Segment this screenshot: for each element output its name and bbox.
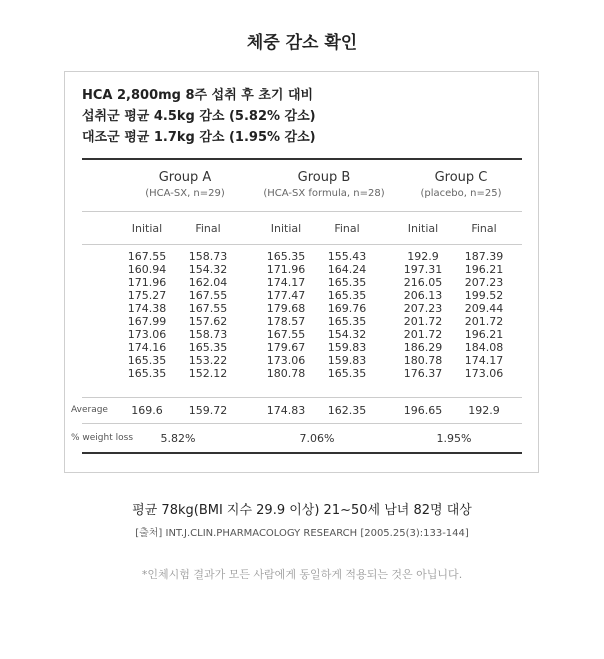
page-title: 체중 감소 확인 (246, 33, 358, 53)
group-desc: (HCA-SX, n=29) (145, 188, 225, 199)
table-cell: 209.44 (464, 302, 504, 315)
table-cell: 175.27 (127, 289, 167, 302)
group-b-header (256, 169, 392, 201)
table-cell: 160.94 (127, 263, 167, 276)
table-cell: 178.57 (266, 315, 306, 328)
summary-line: HCA 2,800mg 8주 섭취 후 초기 대비 (82, 88, 314, 103)
group-desc: (HCA-SX formula, n=28) (263, 188, 385, 199)
weight-loss-label: % weight loss (71, 433, 134, 443)
column-header: Final (471, 222, 497, 235)
table-cell: 152.12 (188, 367, 228, 380)
table-cell: 187.39 (464, 250, 504, 263)
average-value: 174.83 (266, 404, 306, 417)
table-cell: 174.16 (127, 341, 167, 354)
column-header: Final (334, 222, 360, 235)
disclaimer: *인체시험 결과가 모든 사람에게 동일하게 적용되는 것은 아닙니다. (141, 568, 463, 581)
table-cell: 201.72 (464, 315, 504, 328)
table-cell: 196.21 (464, 263, 504, 276)
table-cell: 206.13 (403, 289, 443, 302)
table-cell: 165.35 (188, 341, 228, 354)
table-cell: 179.68 (266, 302, 306, 315)
weight-loss-value: 7.06% (299, 432, 335, 445)
table-cell: 173.06 (266, 354, 306, 367)
table-cell: 154.32 (188, 263, 228, 276)
table-cell: 199.52 (464, 289, 504, 302)
table-cell: 158.73 (188, 250, 228, 263)
column-header: Initial (407, 222, 439, 235)
table-cell: 154.32 (327, 328, 367, 341)
table-cell: 186.29 (403, 341, 443, 354)
results-card (64, 71, 539, 473)
average-value: 196.65 (403, 404, 443, 417)
table-cell: 192.9 (407, 250, 439, 263)
table-cell: 173.06 (464, 367, 504, 380)
table-cell: 165.35 (327, 289, 367, 302)
table-cell: 167.55 (127, 250, 167, 263)
table-cell: 169.76 (327, 302, 367, 315)
column-header: Final (195, 222, 221, 235)
summary-line: 대조군 평균 1.7kg 감소 (1.95% 감소) (82, 130, 316, 145)
column-header: Initial (270, 222, 302, 235)
table-cell: 165.35 (127, 354, 167, 367)
summary (82, 85, 316, 148)
table-cell: 165.35 (327, 367, 367, 380)
average-label: Average (71, 405, 108, 415)
table-cell: 173.06 (127, 328, 167, 341)
table-bottom-rule (82, 452, 522, 454)
group-name: Group A (158, 170, 212, 185)
table-cell: 165.35 (327, 315, 367, 328)
table-cell: 167.99 (127, 315, 167, 328)
group-desc: (placebo, n=25) (420, 188, 502, 199)
table-cell: 201.72 (403, 328, 443, 341)
average-value: 169.6 (131, 404, 163, 417)
table-cell: 207.23 (464, 276, 504, 289)
table-cell: 153.22 (188, 354, 228, 367)
average-rule (82, 423, 522, 424)
table-cell: 197.31 (403, 263, 443, 276)
study-subjects: 평균 78kg(BMI 지수 29.9 이상) 21~50세 남녀 82명 대상 (132, 503, 472, 518)
average-value: 192.9 (468, 404, 500, 417)
table-cell: 155.43 (327, 250, 367, 263)
weight-loss-value: 1.95% (436, 432, 472, 445)
average-value: 159.72 (188, 404, 228, 417)
table-cell: 174.17 (266, 276, 306, 289)
table-cell: 165.35 (327, 276, 367, 289)
group-name: Group C (434, 170, 488, 185)
group-a-header (117, 169, 253, 201)
table-cell: 196.21 (464, 328, 504, 341)
table-cell: 165.35 (266, 250, 306, 263)
group-name: Group B (297, 170, 351, 185)
table-cell: 167.55 (188, 289, 228, 302)
table-cell: 180.78 (403, 354, 443, 367)
header-rule (82, 211, 522, 212)
table-cell: 176.37 (403, 367, 443, 380)
table-cell: 162.04 (188, 276, 228, 289)
table-cell: 184.08 (464, 341, 504, 354)
table-cell: 180.78 (266, 367, 306, 380)
subheader-rule (82, 244, 522, 245)
table-cell: 164.24 (327, 263, 367, 276)
weight-loss-value: 5.82% (160, 432, 196, 445)
table-cell: 207.23 (403, 302, 443, 315)
group-c-header (393, 169, 529, 201)
table-cell: 177.47 (266, 289, 306, 302)
source-citation: [출처] INT.J.CLIN.PHARMACOLOGY RESEARCH [2005.25(3):133-144] (135, 528, 469, 539)
table-cell: 179.67 (266, 341, 306, 354)
summary-line: 섭취군 평균 4.5kg 감소 (5.82% 감소) (82, 109, 316, 124)
average-value: 162.35 (327, 404, 367, 417)
table-cell: 171.96 (127, 276, 167, 289)
table-cell: 171.96 (266, 263, 306, 276)
table-cell: 157.62 (188, 315, 228, 328)
table-cell: 174.38 (127, 302, 167, 315)
data-rule (82, 397, 522, 398)
table-top-rule (82, 158, 522, 160)
table-cell: 158.73 (188, 328, 228, 341)
table-cell: 167.55 (188, 302, 228, 315)
table-cell: 167.55 (266, 328, 306, 341)
table-cell: 165.35 (127, 367, 167, 380)
table-cell: 216.05 (403, 276, 443, 289)
table-cell: 159.83 (327, 354, 367, 367)
table-cell: 159.83 (327, 341, 367, 354)
column-header: Initial (131, 222, 163, 235)
table-cell: 201.72 (403, 315, 443, 328)
table-cell: 174.17 (464, 354, 504, 367)
